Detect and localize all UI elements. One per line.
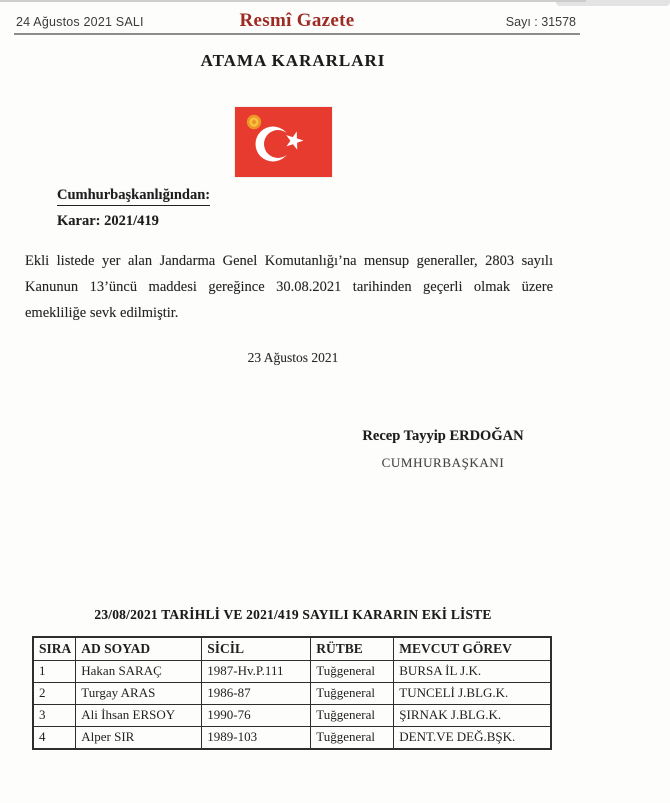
- cell-ad-soyad: Alper SIR: [76, 727, 202, 750]
- table-header-row: [33, 637, 551, 661]
- cell-rutbe: Tuğgeneral: [311, 661, 394, 683]
- cell-sira: 4: [33, 727, 76, 750]
- cell-ad-soyad: Turgay ARAS: [76, 683, 202, 705]
- cell-rutbe: Tuğgeneral: [311, 683, 394, 705]
- cell-mevcut-gorev: BURSA İL J.K.: [394, 661, 551, 683]
- cell-sicil: 1990-76: [202, 705, 311, 727]
- cell-mevcut-gorev: TUNCELİ J.BLG.K.: [394, 683, 551, 705]
- cell-sira: 3: [33, 705, 76, 727]
- gazette-issue-number: Sayı : 31578: [505, 15, 576, 29]
- cell-sicil: 1989-103: [202, 727, 311, 750]
- table-row: [33, 705, 551, 727]
- decree-body-paragraph: Ekli listede yer alan Jandarma Genel Komutanlığı’na mensup generaller, 2803 sayılı Kanunun 13’üncü maddesi gereğince 30.08.2021 tarihinden geçerli olmak üzere emekliliğe sevk edilmiştir.: [25, 253, 553, 321]
- masthead-divider: [14, 33, 580, 35]
- gazette-title: Resmî Gazete: [239, 10, 355, 31]
- column-header-mevcut-gorev: MEVCUT GÖREV: [394, 637, 551, 661]
- cell-ad-soyad: Hakan SARAÇ: [76, 661, 202, 683]
- table-row: [33, 661, 551, 683]
- scan-artifact-top-edge: [0, 0, 586, 2]
- cell-sira: 1: [33, 661, 76, 683]
- column-header-ad-soyad: AD SOYAD: [76, 637, 202, 661]
- decree-date: 23 Ağustos 2021: [247, 350, 339, 365]
- cell-sira: 2: [33, 683, 76, 705]
- table-row: [33, 683, 551, 705]
- annex-list-title: 23/08/2021 TARİHLİ VE 2021/419 SAYILI KARARIN EKİ LİSTE: [94, 607, 492, 622]
- sun-emblem: [247, 115, 261, 129]
- gazette-date: 24 Ağustos 2021 SALI: [16, 15, 144, 29]
- signatory-name: Recep Tayyip ERDOĞAN: [362, 428, 524, 444]
- cell-rutbe: Tuğgeneral: [311, 727, 394, 750]
- table-row: [33, 727, 551, 750]
- cell-sicil: 1986-87: [202, 683, 311, 705]
- cell-sicil: 1987-Hv.P.111: [202, 661, 311, 683]
- signatory-title: CUMHURBAŞKANI: [381, 455, 505, 470]
- turkish-flag-svg: [235, 107, 332, 177]
- column-header-sira: SIRA: [33, 637, 76, 661]
- section-title: ATAMA KARARLARI: [200, 51, 386, 70]
- scan-artifact-top-right: [556, 0, 670, 6]
- column-header-sicil: SİCİL: [202, 637, 311, 661]
- decree-number: Karar: 2021/419: [57, 213, 159, 229]
- cell-mevcut-gorev: DENT.VE DEĞ.BŞK.: [394, 727, 551, 750]
- column-header-rutbe: RÜTBE: [311, 637, 394, 661]
- signature-block: [362, 428, 523, 471]
- cell-ad-soyad: Ali İhsan ERSOY: [76, 705, 202, 727]
- annex-table: [32, 636, 552, 750]
- cell-mevcut-gorev: ŞIRNAK J.BLG.K.: [394, 705, 551, 727]
- cell-rutbe: Tuğgeneral: [311, 705, 394, 727]
- decree-issuer: Cumhurbaşkanlığından:: [57, 187, 210, 206]
- turkish-flag-icon: [235, 107, 332, 177]
- masthead: [14, 10, 580, 34]
